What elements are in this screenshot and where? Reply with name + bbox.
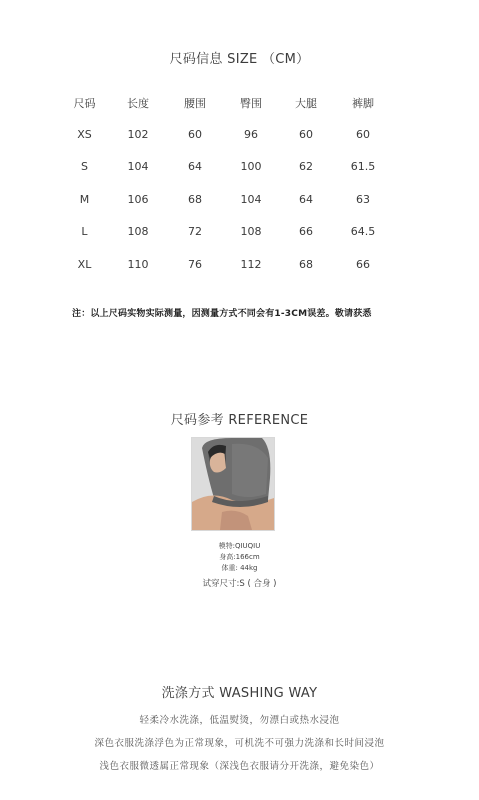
washing-line-2: 深色衣服洗涤浮色为正常现象，可机洗不可强力洗涤和长时间浸泡	[94, 738, 385, 749]
size-table	[62, 88, 395, 281]
cell-hip: 104	[240, 192, 262, 206]
cell-waist: 76	[188, 257, 202, 271]
cell-waist: 68	[188, 192, 202, 206]
washing-section-title: 洗涤方式 WASHING WAY	[161, 686, 318, 701]
model-photo-illustration	[192, 438, 274, 530]
reference-section-title: 尺码参考 REFERENCE	[170, 413, 309, 428]
cell-hip: 108	[240, 225, 262, 239]
washing-line-3: 浅色衣服微透属正常现象（深浅色衣服请分开洗涤，避免染色）	[99, 761, 380, 772]
cell-waist: 60	[188, 127, 202, 141]
cell-hip: 96	[244, 127, 258, 141]
table-row	[62, 151, 395, 184]
cell-waist: 72	[188, 225, 202, 239]
model-height: 身高:166cm	[219, 553, 260, 561]
cell-hem: 61.5	[350, 160, 376, 174]
cell-thigh: 66	[299, 225, 313, 239]
cell-hip: 100	[240, 160, 262, 174]
cell-length: 110	[127, 257, 149, 271]
header-thigh: 大腿	[295, 97, 317, 110]
cell-size: XS	[77, 127, 92, 141]
measurement-note: 注：以上尺码实物实际测量，因测量方式不同会有1-3CM误差。敬请获悉	[72, 309, 372, 319]
table-row	[62, 216, 395, 249]
table-row	[62, 248, 395, 281]
cell-size: XL	[77, 257, 92, 271]
cell-waist: 64	[188, 160, 202, 174]
cell-hem: 64.5	[350, 225, 376, 239]
cell-size: M	[79, 192, 90, 206]
cell-hip: 112	[240, 257, 262, 271]
table-row	[62, 118, 395, 151]
size-table-header-row	[62, 88, 395, 118]
header-hip: 臀围	[240, 97, 262, 110]
cell-size: L	[81, 225, 88, 239]
cell-length: 104	[127, 160, 149, 174]
cell-hem: 66	[356, 257, 370, 271]
cell-thigh: 60	[299, 127, 313, 141]
cell-hem: 60	[356, 127, 370, 141]
header-waist: 腰围	[184, 97, 206, 110]
fit-size: 试穿尺寸:S ( 合身 )	[202, 579, 277, 589]
header-length: 长度	[127, 97, 149, 110]
model-weight: 体重: 44kg	[221, 564, 258, 572]
cell-thigh: 62	[299, 160, 313, 174]
washing-line-1: 轻柔冷水洗涤，低温熨烫，勿漂白或热水浸泡	[139, 715, 340, 726]
cell-thigh: 68	[299, 257, 313, 271]
cell-thigh: 64	[299, 192, 313, 206]
cell-hem: 63	[356, 192, 370, 206]
table-row	[62, 183, 395, 216]
model-photo	[191, 437, 275, 531]
cell-length: 108	[127, 225, 149, 239]
header-hem: 裤脚	[352, 97, 374, 110]
model-name: 模特:QIUQIU	[218, 542, 261, 550]
size-section-title: 尺码信息 SIZE （CM）	[169, 52, 310, 67]
cell-length: 102	[127, 127, 149, 141]
cell-length: 106	[127, 192, 149, 206]
cell-size: S	[81, 160, 88, 174]
header-size: 尺码	[73, 97, 96, 110]
